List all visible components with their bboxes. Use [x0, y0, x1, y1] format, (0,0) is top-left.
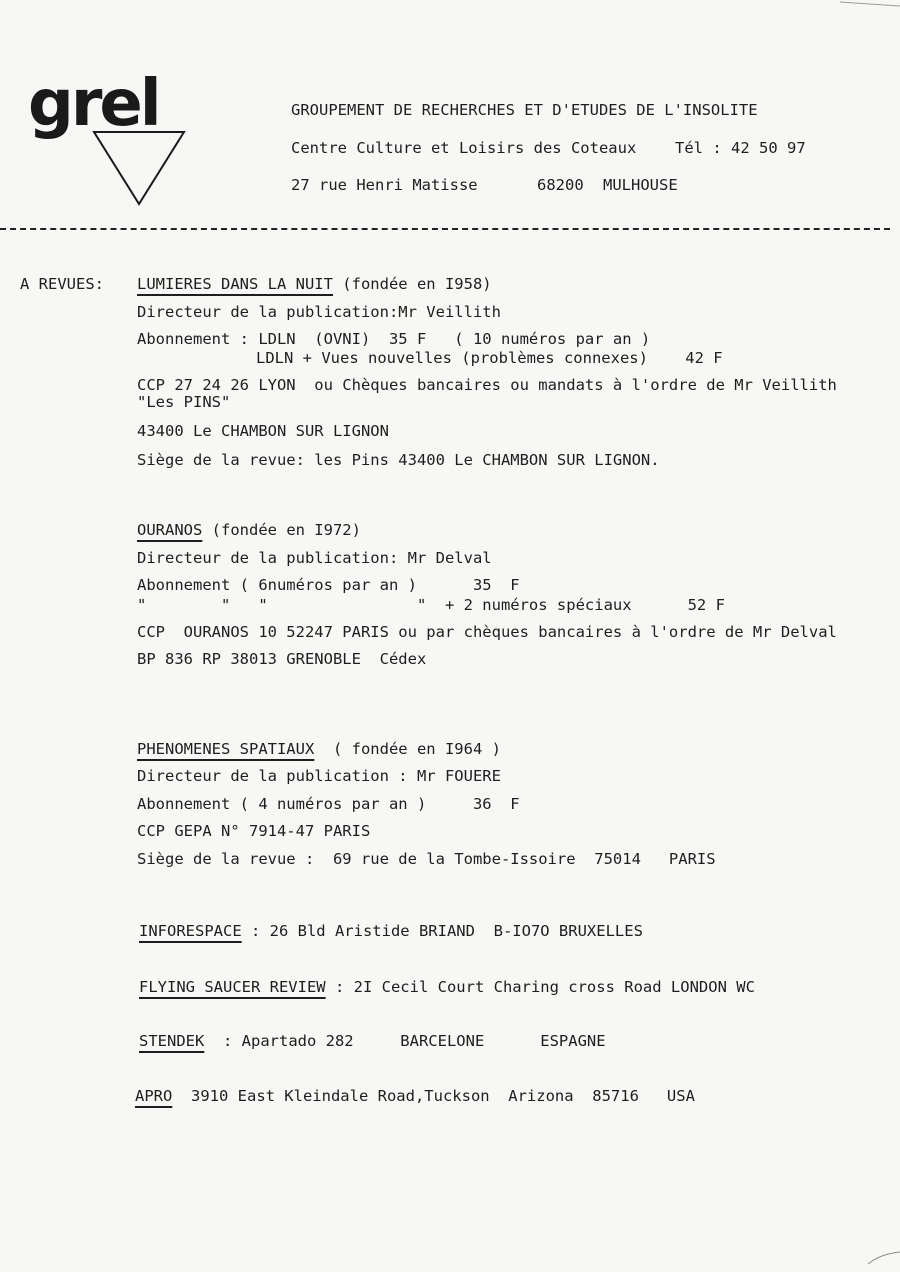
phenomenes-director: Directeur de la publication : Mr FOUERE [137, 767, 501, 785]
ldln-founded: (fondée en I958) [332, 275, 492, 293]
header-centre: Centre Culture et Loisirs des Coteaux [291, 139, 637, 157]
ldln-seat: Siège de la revue: les Pins 43400 Le CHAMBON SUR LIGNON. [137, 451, 660, 469]
apro-address: 3910 East Kleindale Road,Tuckson Arizona 85716 USA [172, 1087, 695, 1105]
stendek-line [139, 1032, 606, 1050]
ldln-pins: "Les PINS" [137, 393, 231, 411]
header-postcode: 68200 [537, 176, 584, 194]
ouranos-heading [137, 521, 361, 539]
ldln-subscription-1: Abonnement : LDLN (OVNI) 35 F ( 10 numéros par an ) [137, 330, 651, 348]
ldln-director: Directeur de la publication:Mr Veillith [137, 303, 501, 321]
apro-line [135, 1087, 695, 1105]
phenomenes-ccp: CCP GEPA N° 7914-47 PARIS [137, 822, 371, 840]
ouranos-director: Directeur de la publication: Mr Delval [137, 549, 492, 567]
fsr-line [139, 978, 755, 996]
ouranos-subscription-2: " " " " + 2 numéros spéciaux 52 F [137, 596, 725, 614]
logo-triangle-icon [28, 67, 188, 212]
ouranos-subscription-1: Abonnement ( 6numéros par an ) 35 F [137, 576, 520, 594]
stendek-title: STENDEK [139, 1032, 205, 1050]
ouranos-bp: BP 836 RP 38013 GRENOBLE Cédex [137, 650, 427, 668]
ouranos-founded: (fondée en I972) [202, 521, 361, 539]
header-city: MULHOUSE [603, 176, 678, 194]
paper-corner-mark [840, 0, 900, 10]
paper-fold-mark [860, 1232, 900, 1272]
ouranos-ccp: CCP OURANOS 10 52247 PARIS ou par chèques bancaires à l'ordre de Mr Delval [137, 623, 837, 641]
phenomenes-subscription: Abonnement ( 4 numéros par an ) 36 F [137, 795, 520, 813]
header-org-name: GROUPEMENT DE RECHERCHES ET D'ETUDES DE L'INSOLITE [291, 101, 758, 119]
phenomenes-founded: ( fondée en I964 ) [314, 740, 501, 758]
section-label: A REVUES: [20, 275, 104, 293]
fsr-title: FLYING SAUCER REVIEW [139, 978, 326, 996]
fsr-address: : 2I Cecil Court Charing cross Road LONDON WC [325, 978, 755, 996]
apro-title: APRO [135, 1087, 173, 1105]
ldln-heading [137, 275, 492, 293]
ldln-title: LUMIERES DANS LA NUIT [137, 275, 333, 293]
phenomenes-seat: Siège de la revue : 69 rue de la Tombe-Issoire 75014 PARIS [137, 850, 716, 868]
ouranos-title: OURANOS [137, 521, 203, 539]
ldln-town: 43400 Le CHAMBON SUR LIGNON [137, 422, 389, 440]
inforespace-address: : 26 Bld Aristide BRIAND B-IO7O BRUXELLES [241, 922, 643, 940]
header-phone: Tél : 42 50 97 [675, 139, 806, 157]
inforespace-title: INFORESPACE [139, 922, 242, 940]
phenomenes-title: PHENOMENES SPATIAUX [137, 740, 315, 758]
phenomenes-heading [137, 740, 501, 758]
logo-wordmark: grel [28, 67, 159, 141]
grel-logo [28, 67, 188, 212]
stendek-address: : Apartado 282 BARCELONE ESPAGNE [204, 1032, 606, 1050]
inforespace-line [139, 922, 643, 940]
header-street: 27 rue Henri Matisse [291, 176, 478, 194]
ldln-subscription-2: LDLN + Vues nouvelles (problèmes connexes) 42 F [256, 349, 723, 367]
dashed-separator [0, 228, 890, 230]
ldln-ccp: CCP 27 24 26 LYON ou Chèques bancaires ou mandats à l'ordre de Mr Veillith [137, 376, 837, 394]
